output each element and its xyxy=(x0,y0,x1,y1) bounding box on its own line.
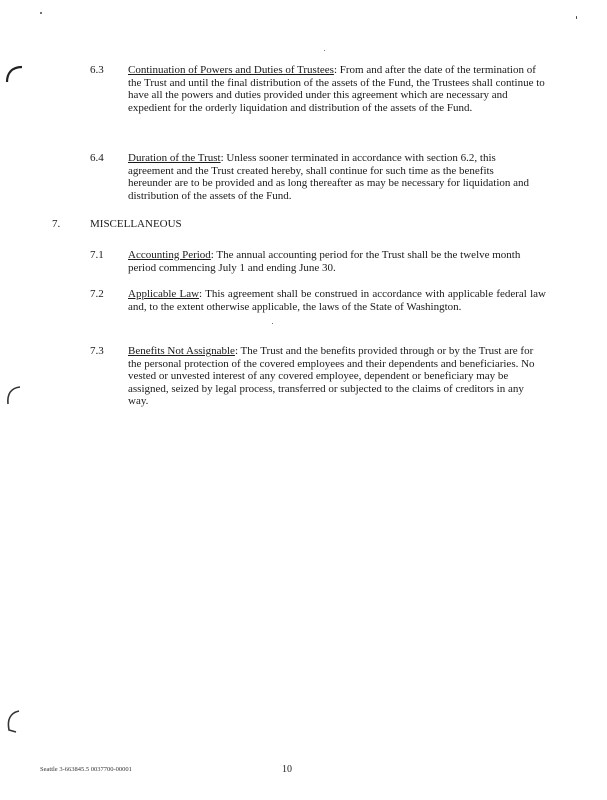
section-heading: Applicable Law xyxy=(128,288,200,300)
section-text: : Unless sooner terminated in accordance with section 6.2, this agreement and the Trust created hereby, shall continue for such time as the benefits hereunder are to be provided and as long thereafter as may be necessary for liquidation and distribution of the assets of the Fund. xyxy=(128,152,530,202)
section-number: 6.4 xyxy=(90,152,104,164)
section-text: : The annual accounting period for the Trust shall be the twelve month period commencing July 1 and ending June 30. xyxy=(128,249,521,274)
punch-hole-mark-middle xyxy=(4,384,26,406)
punch-hole-mark-bottom xyxy=(4,708,26,734)
scan-speck xyxy=(324,50,325,51)
punch-hole-mark-top xyxy=(4,64,26,84)
section-number: 7. xyxy=(52,218,61,230)
section-text: : The Trust and the benefits provided through or by the Trust are for the personal protection of the covered employees and their dependents and beneficiaries. No vested or unvested interest of any covered employee, dependent or beneficiary may be assigned, seized by legal process, transferred or subjected to the claims of creditors in any way. xyxy=(128,345,535,408)
section-number: 7.2 xyxy=(90,288,104,300)
scan-speck xyxy=(272,323,273,324)
page-number: 10 xyxy=(282,764,292,775)
section-text: : From and after the date of the termination of the Trust and until the final distribution of the assets of the Fund, the Trustees shall continue to have all the powers and duties provided under this agreement which are necessary and expedient for the orderly liquidation and distribution of the assets of the Fund. xyxy=(128,64,545,114)
section-number: 7.1 xyxy=(90,249,104,261)
scan-speck xyxy=(576,16,577,19)
section-heading: Benefits Not Assignable xyxy=(128,345,235,357)
footer-document-id: Seattle 3-663845.5 0037700-00001 xyxy=(40,766,132,773)
section-heading: Duration of the Trust xyxy=(128,152,221,164)
section-heading: Accounting Period xyxy=(128,249,211,261)
section-text: : This agreement shall be construed in accordance with applicable federal law and, to the extent otherwise applicable, the laws of the State of Washington. xyxy=(128,288,546,313)
section-number: 6.3 xyxy=(90,64,104,76)
section-number: 7.3 xyxy=(90,345,104,357)
section-heading: MISCELLANEOUS xyxy=(90,218,182,230)
scan-speck xyxy=(40,12,42,14)
section-heading: Continuation of Powers and Duties of Trustees xyxy=(128,64,334,76)
